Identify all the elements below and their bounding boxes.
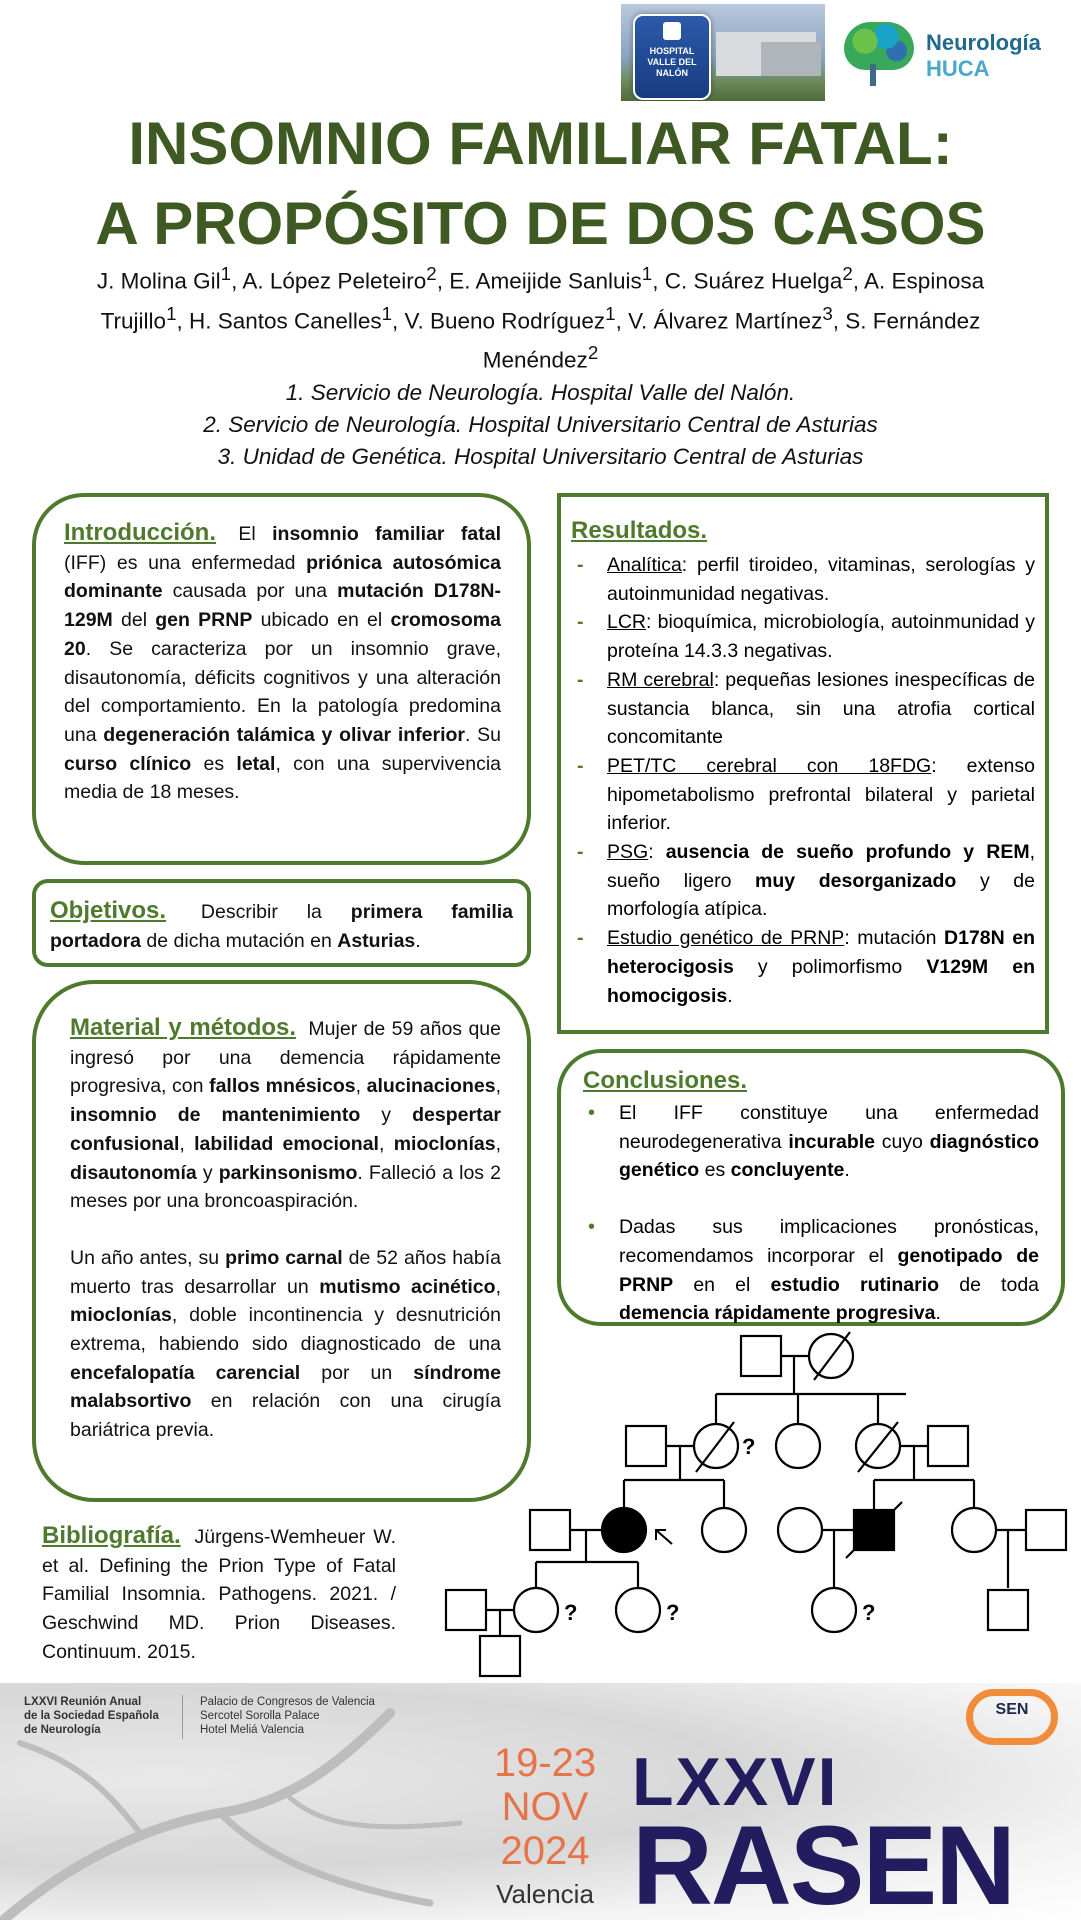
- unknown-mark: ?: [666, 1600, 680, 1625]
- list-item: - Estudio genético de PRNP: mutación D178N en heterocigosis y polimorfismo V129M en homocigosis.: [571, 924, 1035, 1010]
- pedigree-male-g2-d: [928, 1426, 968, 1466]
- resultados-heading: Resultados.: [571, 517, 708, 544]
- objetivos-text: Objetivos. Describir la primera familia portadora de dicha mutación en Asturias.: [50, 897, 513, 952]
- pedigree-male-g1: [741, 1336, 781, 1376]
- huca-logo-line1: Neurología: [926, 30, 1041, 55]
- event-city: Valencia: [496, 1879, 594, 1909]
- resultados-list: [571, 551, 1035, 1010]
- pedigree-male-g3-e: [1026, 1510, 1066, 1550]
- pedigree-male-g2-a: [626, 1426, 666, 1466]
- hospital-logo: [621, 4, 825, 101]
- event-name: RASEN: [632, 1803, 1015, 1920]
- intro-text: Introducción. El insomnio familiar fatal (IFF) es una enfermedad priónica autosómica dominante causada por una mutación D178N-129M del gen PRNP ubicado en el cromosoma 20. Se caracteriza por un insomnio grave, disautonomía, déficits cognitivos y una alteración del comportamiento. En la patología predomina una degeneración talámica y olivar inferior. Su curso clínico es letal, con una supervivencia media de 18 meses.: [64, 519, 502, 804]
- metodos-heading: Material y métodos.: [70, 1014, 297, 1041]
- title-line2: A PROPÓSITO DE DOS CASOS: [95, 190, 986, 257]
- unknown-mark: ?: [742, 1434, 756, 1459]
- list-item: - LCR: bioquímica, microbiología, autoinmunidad y proteína 14.3.3 negativas.: [571, 608, 1035, 665]
- pedigree-male-g4-d: [988, 1590, 1028, 1630]
- footer-banner: [0, 1683, 1081, 1920]
- objetivos-heading: Objetivos.: [50, 897, 167, 924]
- pedigree-female-g2-b: [776, 1424, 820, 1468]
- pedigree-female-g3-c: [778, 1508, 822, 1552]
- affiliation-1: 1. Servicio de Neurología. Hospital Valle del Nalón.: [285, 380, 796, 405]
- affiliation-3: 3. Unidad de Genética. Hospital Universitario Central de Asturias: [217, 444, 864, 469]
- list-item: - RM cerebral: pequeñas lesiones inespecíficas de sustancia blanca, sin una atrofia cortical concomitante: [571, 666, 1035, 752]
- congress-name: LXXVI Reunión Anual de la Sociedad Española de Neurología: [24, 1696, 159, 1736]
- authors: J. Molina Gil$^1$, A. López Peleteiro$^2$, E. Ameijide Sanluis$^1$, C. Suárez Huelga$^2$, A. Espinosa Trujillo$^1$, H. Santos Canelles$^1$, V. Bueno Rodríguez$^1$, V. Álvarez Martínez$^3$, S. Fernández Menéndez$^2$: [96, 263, 985, 373]
- pedigree-female-g4-c: [812, 1588, 856, 1632]
- list-item: • Dadas sus implicaciones pronósticas, recomendamos incorporar el genotipado de PRNP en el estudio rutinario de toda demencia rápidamente progresiva.: [583, 1213, 1039, 1328]
- pedigree-female-g4-a: [514, 1588, 558, 1632]
- pedigree-male-g5: [480, 1636, 520, 1676]
- list-item: - Analítica: perfil tiroideo, vitaminas, serologías y autoinmunidad negativas.: [571, 551, 1035, 608]
- conclusiones-box: [557, 1049, 1065, 1326]
- list-item: • El IFF constituye una enfermedad neurodegenerativa incurable cuyo diagnóstico genético es concluyente.: [583, 1099, 1039, 1185]
- pedigree-female-g3-b: [702, 1508, 746, 1552]
- hospital-logo-text: HOSPITAL VALLE DEL NALÓN: [647, 46, 697, 78]
- pedigree-male-g3-a: [530, 1510, 570, 1550]
- intro-box: [32, 493, 531, 865]
- metodos-p1: Material y métodos. Mujer de 59 años que ingresó por una demencia rápidamente progresiva, con fallos mnésicos, alucinaciones, insomnio de mantenimiento y despertar confusional, labilidad emocional, mioclonías, disautonomía y parkinsonismo. Falleció a los 2 meses por una broncoaspiración.: [70, 1014, 501, 1213]
- huca-logo: [842, 18, 1042, 90]
- affiliation-2: 2. Servicio de Neurología. Hospital Universitario Central de Asturias: [203, 412, 878, 437]
- affiliations: [90, 377, 991, 473]
- tree-icon: [844, 22, 914, 70]
- bibliografia: Bibliografía. Jürgens-Wemheuer W. et al. Defining the Prion Type of Fatal Familial Insomnia. Pathogens. 2021. / Geschwind MD. Prion Diseases. Continuum. 2015.: [42, 1522, 396, 1663]
- venue: Palacio de Congresos de Valencia Sercotel Sorolla Palace Hotel Meliá Valencia: [200, 1696, 375, 1736]
- event-dates: 19-23 NOV 2024: [493, 1741, 597, 1873]
- resultados-box: [557, 493, 1049, 1034]
- title-line1: INSOMNIO FAMILIAR FATAL:: [128, 110, 953, 177]
- metodos-p2: Un año antes, su primo carnal de 52 años había muerto tras desarrollar un mutismo acinético, mioclonías, doble incontinencia y desnutrición extrema, habiendo sido diagnosticado de una encefalopatía carencial por un síndrome malabsortivo en relación con una cirugía bariátrica previa.: [70, 1246, 501, 1442]
- intro-heading: Introducción.: [64, 519, 216, 546]
- pedigree-female-g4-b: [616, 1588, 660, 1632]
- list-item: - PET/TC cerebral con 18FDG: extenso hipometabolismo prefrontal bilateral y parietal inferior.: [571, 752, 1035, 838]
- huca-logo-line2: HUCA: [926, 56, 990, 81]
- pedigree-female-g3-d: [952, 1508, 996, 1552]
- conclusiones-list: [583, 1099, 1039, 1328]
- unknown-mark: ?: [564, 1600, 578, 1625]
- pedigree-proband-affected: [602, 1508, 646, 1552]
- bibliografia-heading: Bibliografía.: [42, 1522, 181, 1549]
- sen-logo: SEN: [966, 1689, 1058, 1745]
- conclusiones-heading: Conclusiones.: [583, 1067, 748, 1094]
- objetivos-box: [32, 879, 531, 967]
- proband-arrow: [656, 1530, 672, 1544]
- pedigree-male-g4-a: [446, 1590, 486, 1630]
- list-item: - PSG: ausencia de sueño profundo y REM, sueño ligero muy desorganizado y de morfología atípica.: [571, 838, 1035, 924]
- event-edition: LXXVI: [632, 1744, 839, 1820]
- pedigree-diagram: [436, 1330, 1076, 1680]
- unknown-mark: ?: [862, 1600, 876, 1625]
